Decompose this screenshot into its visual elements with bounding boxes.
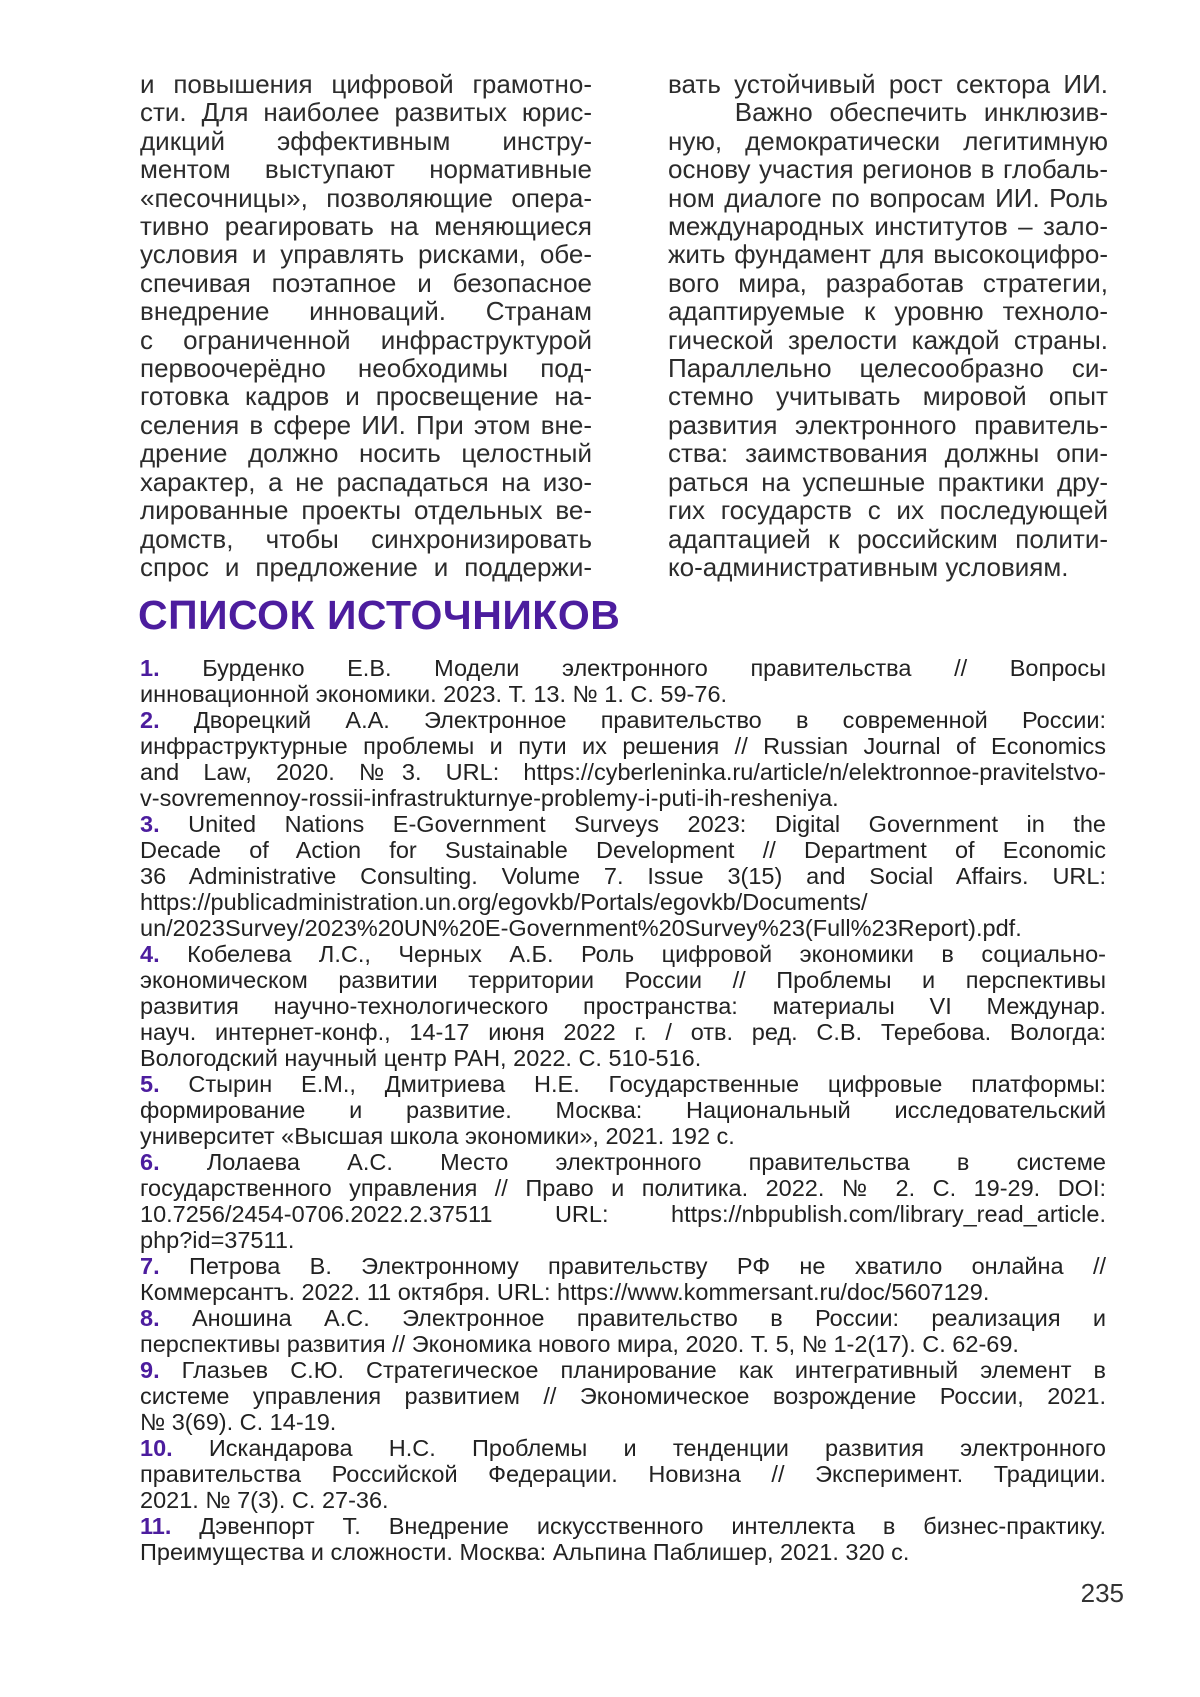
reference-number: 11. [140, 1513, 172, 1539]
reference-line: 1. Бурденко Е.В. Модели электронного правительства // Вопросы [140, 655, 1106, 681]
reference-item [140, 1435, 1106, 1513]
reference-number: 10. [140, 1435, 173, 1461]
text-line: стемно учитывать мировой опыт [668, 381, 1108, 412]
reference-line: государственного управления // Право и политика. 2022. № 2. С. 19-29. DOI: [140, 1175, 1106, 1201]
text-line: селения в сфере ИИ. При этом вне- [140, 409, 592, 440]
reference-line: https://publicadministration.un.org/egovkb/Portals/egovkb/Documents/ [140, 889, 868, 915]
text-line: и повышения цифровой грамотно- [140, 69, 592, 99]
text-line: адаптируемые к уровню техноло- [668, 296, 1108, 327]
text-line: ном диалоге по вопросам ИИ. Роль [668, 182, 1108, 213]
reference-line: 2021. № 7(3). С. 27-36. [140, 1487, 389, 1513]
reference-number: 7. [140, 1253, 160, 1279]
reference-number: 1. [140, 655, 160, 681]
reference-line: Коммерсантъ. 2022. 11 октября. URL: https://www.kommersant.ru/doc/5607129. [140, 1279, 990, 1305]
references-heading: СПИСОК ИСТОЧНИКОВ [138, 592, 621, 638]
text-line: «песочницы», позволяющие опера- [140, 182, 592, 213]
text-line: вать устойчивый рост сектора ИИ. [668, 69, 1108, 99]
reference-item [140, 1305, 1106, 1357]
reference-item [140, 1253, 1106, 1305]
reference-item [140, 707, 1106, 811]
reference-line: 10. Искандарова Н.С. Проблемы и тенденции развития электронного [140, 1435, 1106, 1461]
reference-line: № 3(69). С. 14-19. [140, 1409, 337, 1435]
reference-item [140, 1357, 1106, 1435]
text-line: Важно обеспечить инклюзив- [668, 97, 1108, 128]
text-line: ко-административным условиям. [668, 551, 1069, 582]
reference-number: 4. [140, 941, 160, 967]
text-line: основу участия регионов в глобаль- [668, 154, 1108, 185]
reference-line: 4. Кобелева Л.С., Черных А.Б. Роль цифровой экономики в социально- [140, 941, 1106, 967]
reference-number: 2. [140, 707, 160, 733]
reference-line: 10.7256/2454-0706.2022.2.37511 URL: https://nbpublish.com/library_read_article. [140, 1201, 1106, 1227]
reference-line: формирование и развитие. Москва: Национальный исследовательский [140, 1097, 1106, 1123]
text-line: развития электронного правитель- [668, 409, 1108, 440]
reference-line: 6. Лолаева А.С. Место электронного правительства в системе [140, 1149, 1106, 1175]
reference-line: 8. Аношина А.С. Электронное правительство в России: реализация и [140, 1305, 1106, 1331]
reference-item [140, 941, 1106, 1071]
reference-line: 3. United Nations E-Government Surveys 2023: Digital Government in the [140, 811, 1106, 837]
reference-number: 8. [140, 1305, 160, 1331]
reference-line: перспективы развития // Экономика нового мира, 2020. Т. 5, № 1-2(17). С. 62-69. [140, 1331, 1019, 1357]
reference-item [140, 811, 1106, 941]
reference-line: 9. Глазьев С.Ю. Стратегическое планирование как интегративный элемент в [140, 1357, 1106, 1383]
text-line: ную, демократически легитимную [668, 125, 1108, 156]
text-line: сти. Для наиболее развитых юрис- [140, 97, 592, 128]
reference-line: инфраструктурные проблемы и пути их решения // Russian Journal of Economics [140, 733, 1106, 759]
reference-line: Decade of Action for Sustainable Development // Department of Economic [140, 837, 1106, 863]
reference-line: университет «Высшая школа экономики», 2021. 192 с. [140, 1123, 735, 1149]
references-list [140, 655, 1106, 1565]
text-line: внедрение инноваций. Странам [140, 296, 592, 327]
reference-line: экономическом развитии территории России // Проблемы и перспективы [140, 967, 1106, 993]
reference-number: 9. [140, 1357, 160, 1383]
reference-item [140, 655, 1106, 707]
reference-number: 3. [140, 811, 160, 837]
reference-line: развития научно-технологического пространства: материалы VI Междунар. [140, 993, 1106, 1019]
text-line: с ограниченной инфраструктурой [140, 324, 592, 355]
reference-line: v-sovremennoy-rossii-infrastrukturnye-problemy-i-puti-ih-resheniya. [140, 785, 839, 811]
reference-item [140, 1149, 1106, 1253]
text-line: гих государств с их последующей [668, 495, 1108, 526]
reference-item [140, 1513, 1106, 1565]
text-line: домств, чтобы синхронизировать [140, 523, 592, 554]
text-line: спечивая поэтапное и безопасное [140, 267, 592, 298]
reference-line: Преимущества и сложности. Москва: Альпина Паблишер, 2021. 320 с. [140, 1539, 910, 1565]
text-line: лированные проекты отдельных ве- [140, 495, 592, 526]
text-line: характер, а не распадаться на изо- [140, 466, 592, 497]
text-line: адаптацией к российским полити- [668, 523, 1108, 554]
reference-number: 5. [140, 1071, 160, 1097]
reference-line: 5. Стырин Е.М., Дмитриева Н.Е. Государственные цифровые платформы: [140, 1071, 1106, 1097]
reference-item [140, 1071, 1106, 1149]
text-line: международных институтов – зало- [668, 211, 1108, 242]
reference-line: Вологодский научный центр РАН, 2022. С. 510-516. [140, 1045, 702, 1071]
reference-line: правительства Российской Федерации. Новизна // Эксперимент. Традиции. [140, 1461, 1106, 1487]
reference-line: un/2023Survey/2023%20UN%20E-Government%20Survey%23(Full%23Report).pdf. [140, 915, 1022, 941]
reference-line: системе управления развитием // Экономическое возрождение России, 2021. [140, 1383, 1106, 1409]
text-line: тивно реагировать на меняющиеся [140, 211, 592, 242]
text-line: раться на успешные практики дру- [668, 466, 1108, 497]
reference-line: and Law, 2020. №3. URL: https://cyberleninka.ru/article/n/elektronnoe-pravitelstvo- [140, 759, 1106, 785]
text-line: ментом выступают нормативные [140, 154, 592, 185]
reference-line: 11. Дэвенпорт Т. Внедрение искусственного интеллекта в бизнес-практику. [140, 1513, 1106, 1539]
body-columns [140, 70, 1108, 581]
text-line: спрос и предложение и поддержи- [140, 551, 592, 582]
reference-line: 2. Дворецкий А.А. Электронное правительство в современной России: [140, 707, 1106, 733]
text-line: жить фундамент для высокоцифро- [668, 239, 1108, 270]
text-line: первоочерёдно необходимы под- [140, 353, 592, 384]
page-number: 235 [1080, 1578, 1124, 1608]
text-line: гической зрелости каждой страны. [668, 324, 1108, 355]
right-column-text [668, 70, 1108, 581]
reference-line: php?id=37511. [140, 1227, 295, 1253]
reference-number: 6. [140, 1149, 160, 1175]
text-line: дрение должно носить целостный [140, 438, 592, 469]
reference-line: 36 Administrative Consulting. Volume 7. Issue 3(15) and Social Affairs. URL: [140, 863, 1106, 889]
text-line: готовка кадров и просвещение на- [140, 381, 592, 412]
text-line: дикций эффективным инстру- [140, 125, 592, 156]
text-line: условия и управлять рисками, обе- [140, 239, 592, 270]
left-column-text [140, 70, 592, 581]
text-line: вого мира, разработав стратегии, [668, 267, 1108, 298]
reference-line: инновационной экономики. 2023. Т. 13. № 1. С. 59-76. [140, 681, 728, 707]
reference-line: науч. интернет-конф., 14-17 июня 2022 г. / отв. ред. С.В. Теребова. Вологда: [140, 1019, 1106, 1045]
text-line: ства: заимствования должны опи- [668, 438, 1108, 469]
reference-line: 7. Петрова В. Электронному правительству РФ не хватило онлайна // [140, 1253, 1106, 1279]
text-line: Параллельно целесообразно си- [668, 353, 1108, 384]
